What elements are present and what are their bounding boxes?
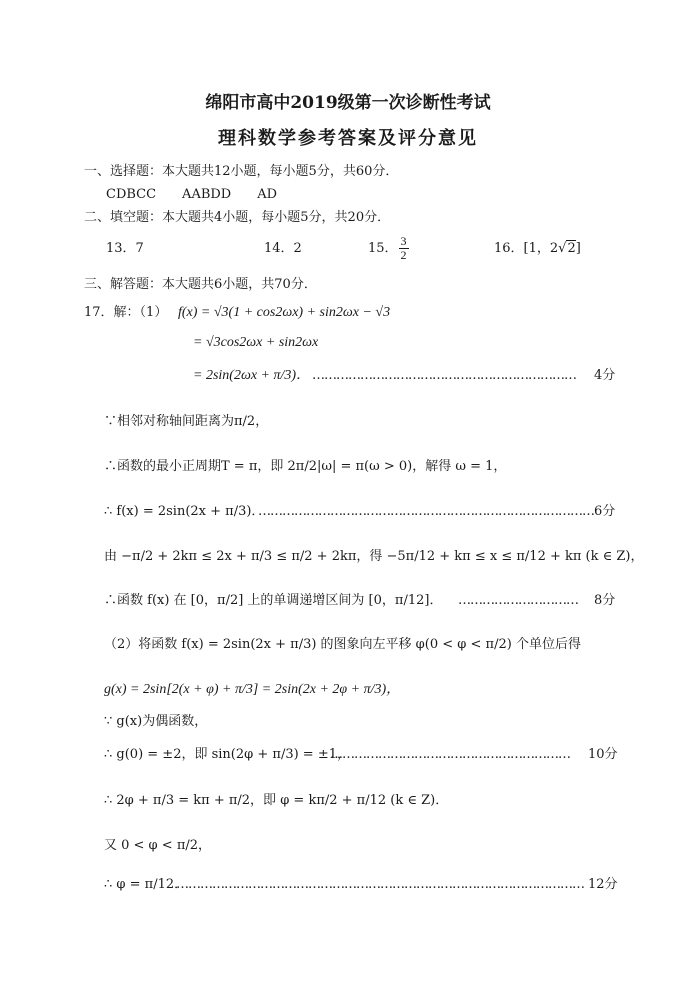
dotted-leader: …………………………………………………………………………	[258, 504, 594, 519]
answer-15-fraction	[399, 235, 409, 262]
step-2-equation: = √3cos2ωx + sin2ωx	[193, 335, 319, 350]
increasing-interval-line: ∴函数 f(x) 在 [0，π/2] 上的单调递增区间为 [0，π/12]．	[104, 593, 443, 608]
step-3-equation: = 2sin(2ωx + π/3)．	[193, 368, 311, 383]
score-12: 12分	[588, 877, 618, 892]
answer-14: 14．2	[264, 241, 302, 256]
phi-range-line: 又 0 < φ < π/2，	[104, 838, 212, 853]
inequality-line: 由 −π/2 + 2kπ ≤ 2x + π/3 ≤ π/2 + 2kπ，得 −5π/12 + kπ ≤ x ≤ π/12 + kπ (k ∈ Z)，	[104, 549, 644, 564]
score-4: 4分	[594, 368, 616, 383]
answer-16-radicand: 2	[567, 241, 576, 256]
g-function-line: g(x) = 2sin[2(x + φ) + π/3] = 2sin(2x + 2φ + π/3)，	[104, 682, 401, 697]
adjacent-axis-line: ∵相邻对称轴间距离为π/2，	[104, 414, 269, 429]
score-8: 8分	[594, 593, 616, 608]
problem-17-label: 17．解：（1）	[84, 305, 168, 320]
phi-result-line: ∴ φ = π/12．	[104, 877, 188, 892]
dotted-leader: …………………………………………………………	[312, 368, 576, 383]
even-function-line: ∵ g(x)为偶函数，	[104, 714, 208, 729]
answer-15-label: 15．	[368, 241, 398, 256]
score-10: 10分	[588, 747, 618, 762]
answer-16	[494, 240, 581, 258]
answer-16-start: 16．[1，2	[494, 241, 559, 256]
answer-16-end: ]	[575, 241, 581, 256]
dotted-leader: …………………………	[458, 593, 578, 608]
translation-line: （2）将函数 f(x) = 2sin(2x + π/3) 的图象向左平移 φ(0 < φ < π/2) 个单位后得	[104, 637, 581, 652]
score-6: 6分	[594, 504, 616, 519]
answer-15-denominator: 2	[400, 248, 407, 262]
choice-answers: CDBCC AABDD AD	[106, 187, 278, 202]
answer-15-numerator: 3	[400, 234, 407, 248]
phi-general-line: ∴ 2φ + π/3 = kπ + π/2，即 φ = kπ/2 + π/12 (k ∈ Z)．	[104, 793, 449, 808]
dotted-leader: ……………………………………………………	[330, 747, 570, 762]
function-result-line: ∴ f(x) = 2sin(2x + π/3)．	[104, 504, 265, 519]
step-1-equation: f(x) = √3(1 + cos2ωx) + sin2ωx − √3	[178, 305, 391, 320]
answer-15	[368, 232, 410, 266]
dotted-leader: …………………………………………………………………………………………	[176, 877, 584, 892]
document-title: 绵阳市高中2019级第一次诊断性考试	[205, 93, 491, 113]
document-subtitle: 理科数学参考答案及评分意见	[218, 128, 478, 149]
section-2-heading: 二、填空题：本大题共4小题，每小题5分，共20分．	[84, 210, 391, 225]
sqrt-icon: √	[558, 241, 567, 256]
g-zero-line: ∴ g(0) = ±2，即 sin(2φ + π/3) = ±1，	[104, 747, 350, 762]
section-1-heading: 一、选择题：本大题共12小题，每小题5分，共60分．	[84, 164, 399, 179]
answer-13: 13．7	[106, 241, 144, 256]
section-3-heading: 三、解答题：本大题共6小题，共70分．	[84, 277, 317, 292]
period-line: ∴函数的最小正周期T = π，即 2π/2|ω| = π(ω > 0)，解得 ω = 1，	[104, 459, 507, 474]
